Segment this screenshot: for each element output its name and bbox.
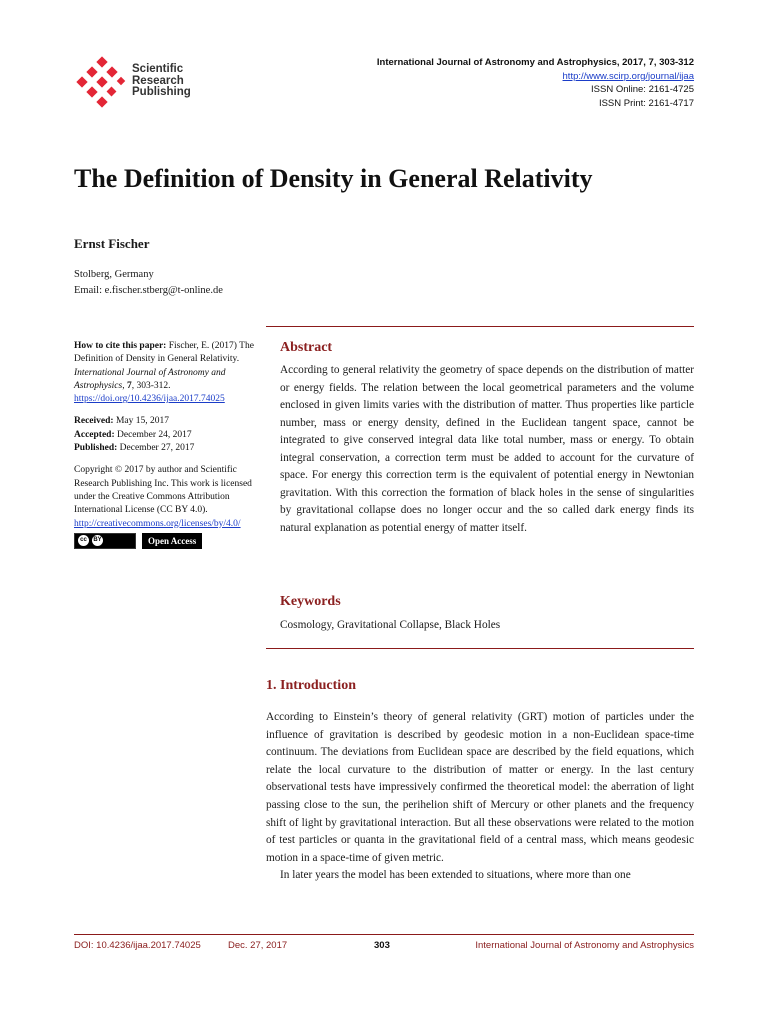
- footer-journal: International Journal of Astronomy and Astrophysics: [475, 940, 694, 951]
- abstract-heading: Abstract: [280, 340, 333, 355]
- journal-citation: International Journal of Astronomy and Astrophysics, 2017, 7, 303-312: [376, 57, 694, 68]
- issn-online: ISSN Online: 2161-4725: [591, 84, 694, 95]
- published-date: December 27, 2017: [117, 443, 195, 454]
- publisher-logo: [74, 56, 204, 112]
- footer-date: Dec. 27, 2017: [228, 940, 288, 951]
- journal-info: [377, 56, 694, 110]
- author-email[interactable]: Email: e.fischer.stberg@t-online.de: [74, 285, 223, 296]
- published-label: Published:: [74, 443, 118, 454]
- accepted-date: December 24, 2017: [114, 429, 192, 440]
- by-person-icon: BY: [92, 535, 103, 546]
- cite-block: [74, 340, 262, 406]
- received-label: Received:: [74, 416, 114, 427]
- received-date: May 15, 2017: [113, 416, 169, 427]
- intro-paragraph: In later years the model has been extended to situations, where more than one: [280, 869, 631, 882]
- journal-url-link[interactable]: http://www.scirp.org/journal/ijaa: [562, 70, 694, 82]
- publisher-name-line: Publishing: [132, 86, 191, 98]
- author-affiliation-block: [74, 267, 223, 299]
- intro-paragraph: According to Einstein’s theory of general relativity (GRT) motion of particles under the influence of gravitation is described by geodesic motion in a non-Euclidean space-time continuum. The deviations from Euclidean space are described by the field equations, which relate the local curvature to the distribution of matter or energy. In the last century observational tests have impressively confirmed the theoretical model: the aberration of light passing close to the sun, the perihelion shift of Mercury or other planets and the frequency shift of light by gravitational interaction. But all these observations were related to the motion of test particles or quanta in the gravitational field of a central mass, which means geodesic motion in a space-time of given metric.: [266, 711, 694, 864]
- sidebar-meta: [74, 340, 262, 549]
- publisher-name: [132, 64, 191, 99]
- accepted-label: Accepted:: [74, 429, 115, 440]
- license-badges: [74, 533, 262, 549]
- intro-heading-wrap: [266, 678, 680, 694]
- author-name: Ernst Fischer: [74, 236, 150, 251]
- abstract-top-rule: [266, 326, 694, 327]
- cite-journal: International Journal of Astronomy and Astrophysics: [74, 367, 226, 391]
- intro-section: [266, 709, 694, 885]
- keywords-heading: Keywords: [280, 594, 341, 609]
- cite-sep: ,: [122, 380, 127, 391]
- copyright-block: [74, 464, 262, 530]
- paper-title: The Definition of Density in General Relativity: [74, 164, 593, 193]
- cite-pages: , 303-312.: [131, 380, 171, 391]
- publisher-logo-mark: [74, 56, 130, 112]
- page-number: 303: [374, 940, 390, 951]
- keywords-text: Cosmology, Gravitational Collapse, Black Holes: [280, 619, 501, 631]
- cite-volume: 7: [126, 380, 132, 391]
- copyright-text: Copyright © 2017 by author and Scientific Research Publishing Inc. This work is licensed under the Creative Commons Attribution International License (CC BY 4.0).: [74, 465, 252, 516]
- cite-text: Fischer, E. (2017) The Definition of Density in General Relativity.: [74, 341, 254, 365]
- footer-doi[interactable]: DOI: 10.4236/ijaa.2017.74025: [74, 940, 201, 951]
- keywords-bottom-rule: [266, 648, 694, 649]
- dates-block: [74, 415, 262, 455]
- abstract-section: [280, 340, 694, 537]
- publisher-name-line: Scientific: [132, 63, 184, 75]
- open-access-badge[interactable]: Open Access: [142, 533, 202, 549]
- cite-label: How to cite this paper:: [74, 341, 167, 351]
- intro-heading: 1. Introduction: [266, 678, 356, 693]
- keywords-section: [280, 594, 694, 635]
- abstract-text: According to general relativity the geometry of space depends on the distribution of matter or energy fields. The relation between the local geometrical parameters and the volume enclosed in given limits varies with the distribution of matter. Thus properties like particle number, mass or energy density, defined in the Euclidean tangent space, cannot be integrated to give conserved integral data like total number, mass or energy. To obtain integral conservation, a correction term must be added to account for the curvature of space. For energy this correction term is the equivalent of potential energy in Newtonian gravitation. With this correction the formation of black holes in the sense of singularities by gravitational collapse does no longer occur and the so called dark energy finds its natural explanation as potential energy of matter itself.: [280, 364, 694, 534]
- license-link[interactable]: http://creativecommons.org/licenses/by/4.0/: [74, 518, 241, 529]
- issn-print: ISSN Print: 2161-4717: [598, 97, 694, 109]
- affiliation: Stolberg, Germany: [74, 269, 154, 280]
- cc-by-badge[interactable]: [74, 533, 136, 549]
- cc-icon: cc: [78, 535, 89, 546]
- footer-rule: [74, 934, 694, 935]
- cite-doi-link[interactable]: https://doi.org/10.4236/ijaa.2017.74025: [74, 394, 225, 405]
- publisher-name-line: Research: [132, 74, 184, 87]
